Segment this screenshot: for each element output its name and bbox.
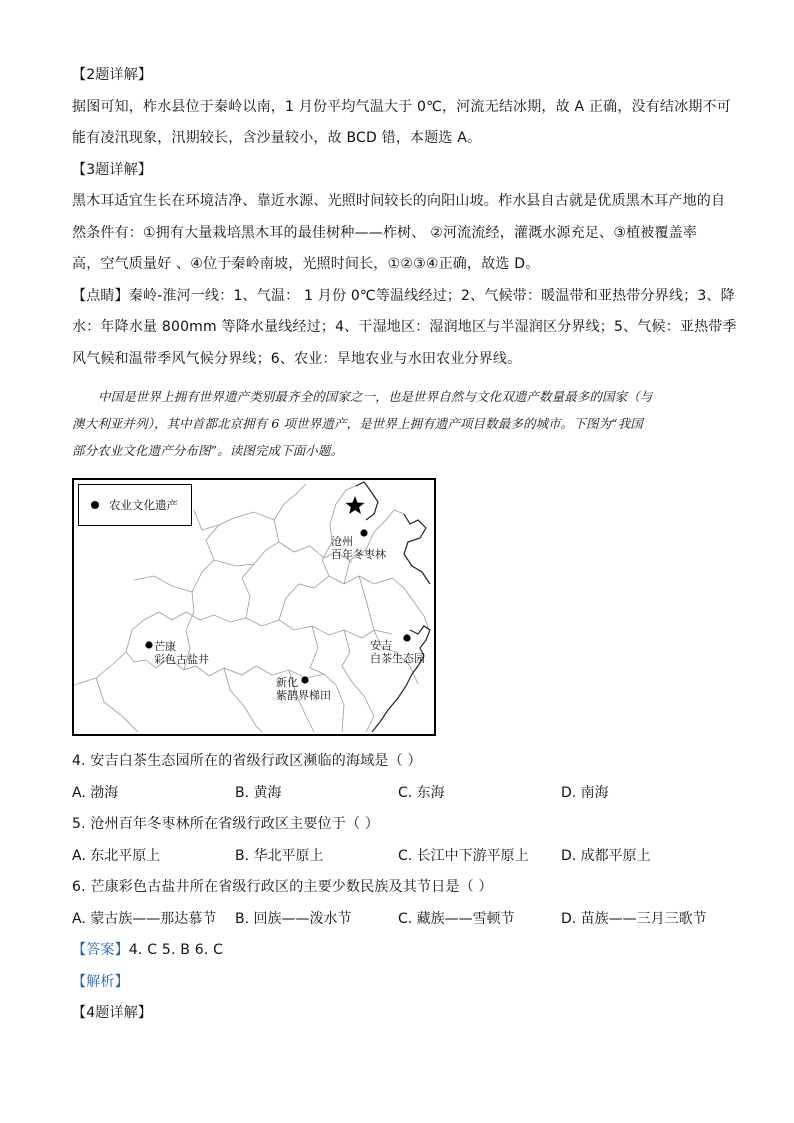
question-stem: 4. 安吉白茶生态园所在的省级行政区濒临的海域是（ ） <box>72 753 422 769</box>
anji-site-dot <box>403 634 410 641</box>
xinhua-label: 紫鹊界梯田 <box>276 689 331 702</box>
legend-label: 农业文化遗产 <box>109 498 178 512</box>
answer-value: 4. C 5. B 6. C <box>128 942 224 958</box>
document-page <box>72 60 737 1030</box>
q3-text-line: 黑木耳适宜生长在环境洁净、靠近水源、光照时间较长的向阳山坡。柞水县自古就是优质黑木耳产地的自 <box>72 193 726 209</box>
intro-paragraph-line: 澳大利亚并列），其中首都北京拥有 6 项世界遗产，是世界上拥有遗产项目数最多的城市。下图为“我国 <box>72 416 643 431</box>
xinhua-site-dot <box>301 676 308 683</box>
province-border <box>184 518 234 670</box>
province-border <box>194 510 219 530</box>
cangzhou-label: 沧州 <box>331 535 353 548</box>
province-border <box>214 560 254 566</box>
answer-label: 【答案】 <box>72 942 129 958</box>
mangkang-site-dot <box>145 641 152 648</box>
dianjing-line: 水：年降水量 800mm 等降水量线经过；4、干湿地区：湿润地区与半湿润区分界线；5、气候：亚热带季 <box>72 319 737 335</box>
q2-text-line: 能有凌汛现象，汛期较长，含沙量较小，故 BCD 错，本题选 A。 <box>72 130 482 146</box>
q3-heading: 【3题详解】 <box>72 161 153 178</box>
option-d: D. 成都平原上 <box>561 847 651 864</box>
option-b: B. 华北平原上 <box>235 847 324 864</box>
province-border <box>310 626 324 674</box>
anji-label: 白茶生态园 <box>370 652 425 665</box>
option-c: C. 藏族——雪顿节 <box>398 910 515 927</box>
option-b: B. 黄海 <box>235 784 282 801</box>
province-border <box>224 668 262 732</box>
anji-label: 安吉 <box>370 639 392 652</box>
option-d: D. 南海 <box>561 784 609 801</box>
dianjing-line: 【点睛】秦岭-淮河一线：1、气温： 1 月份 0℃等温线经过；2、气候带：暖温带和亚热带分界线；3、降 <box>72 287 735 304</box>
option-b: B. 回族——泼水节 <box>235 910 352 927</box>
option-a: A. 蒙古族——那达慕节 <box>72 910 217 927</box>
option-c: C. 东海 <box>398 784 445 801</box>
q2-text-line: 据图可知，柞水县位于秦岭以南，1 月份平均气温大于 0℃，河流无结冰期，故 A 正确，没有结冰期不可 <box>72 98 731 115</box>
option-c: C. 长江中下游平原上 <box>398 847 529 864</box>
cangzhou-label: 百年冬枣林 <box>331 548 386 561</box>
legend-dot-icon <box>91 501 99 509</box>
q3-text-line: 然条件有：①拥有大量栽培黑木耳的最佳树种——柞树、 ②河流流经，灌溉水源充足、③植被覆盖率 <box>72 224 698 241</box>
q4-heading: 【4题详解】 <box>72 1005 153 1021</box>
q2-heading: 【2题详解】 <box>72 67 153 83</box>
intro-paragraph-line: 中国是世界上拥有世界遗产类别最齐全的国家之一，也是世界自然与文化双遗产数量最多的国家（与 <box>98 389 653 404</box>
question-stem: 6. 芒康彩色古盐井所在省级行政区的主要少数民族及其节日是（ ） <box>72 879 493 895</box>
mangkang-label: 芒康 <box>154 640 176 653</box>
province-border <box>274 484 306 542</box>
answer-line <box>72 935 724 967</box>
option-a: A. 渤海 <box>72 784 119 801</box>
province-border <box>279 576 392 620</box>
heritage-map <box>72 478 436 736</box>
province-border <box>234 512 274 520</box>
coastline <box>404 514 430 584</box>
option-a: A. 东北平原上 <box>72 847 161 864</box>
option-row <box>72 778 724 810</box>
beijing-star-icon <box>346 496 365 514</box>
province-border <box>392 578 429 630</box>
option-d: D. 苗族——三月三歌节 <box>561 910 707 927</box>
coastline <box>356 482 378 520</box>
xinhua-label: 新化 <box>276 676 298 689</box>
map-legend <box>78 484 192 526</box>
mangkang-label: 彩色古盐井 <box>154 653 209 666</box>
option-row <box>72 841 724 873</box>
province-border <box>96 678 138 732</box>
province-border <box>134 576 192 592</box>
option-row <box>72 904 724 936</box>
cangzhou-site-dot <box>360 529 367 536</box>
province-border <box>344 510 404 584</box>
q3-text-line: 高，空气质量好 、④位于秦岭南坡，光照时间长，①②③④正确，故选 D。 <box>72 256 540 272</box>
analysis-heading: 【解析】 <box>72 973 129 990</box>
question-stem: 5. 沧州百年冬枣林所在省级行政区主要位于（ ） <box>72 816 380 832</box>
intro-paragraph-line: 部分农业文化遗产分布图”。读图完成下面小题。 <box>72 443 344 458</box>
province-border <box>359 576 374 630</box>
dianjing-line: 风气候和温带季风气候分界线；6、农业：旱地农业与水田农业分界线。 <box>72 350 522 367</box>
